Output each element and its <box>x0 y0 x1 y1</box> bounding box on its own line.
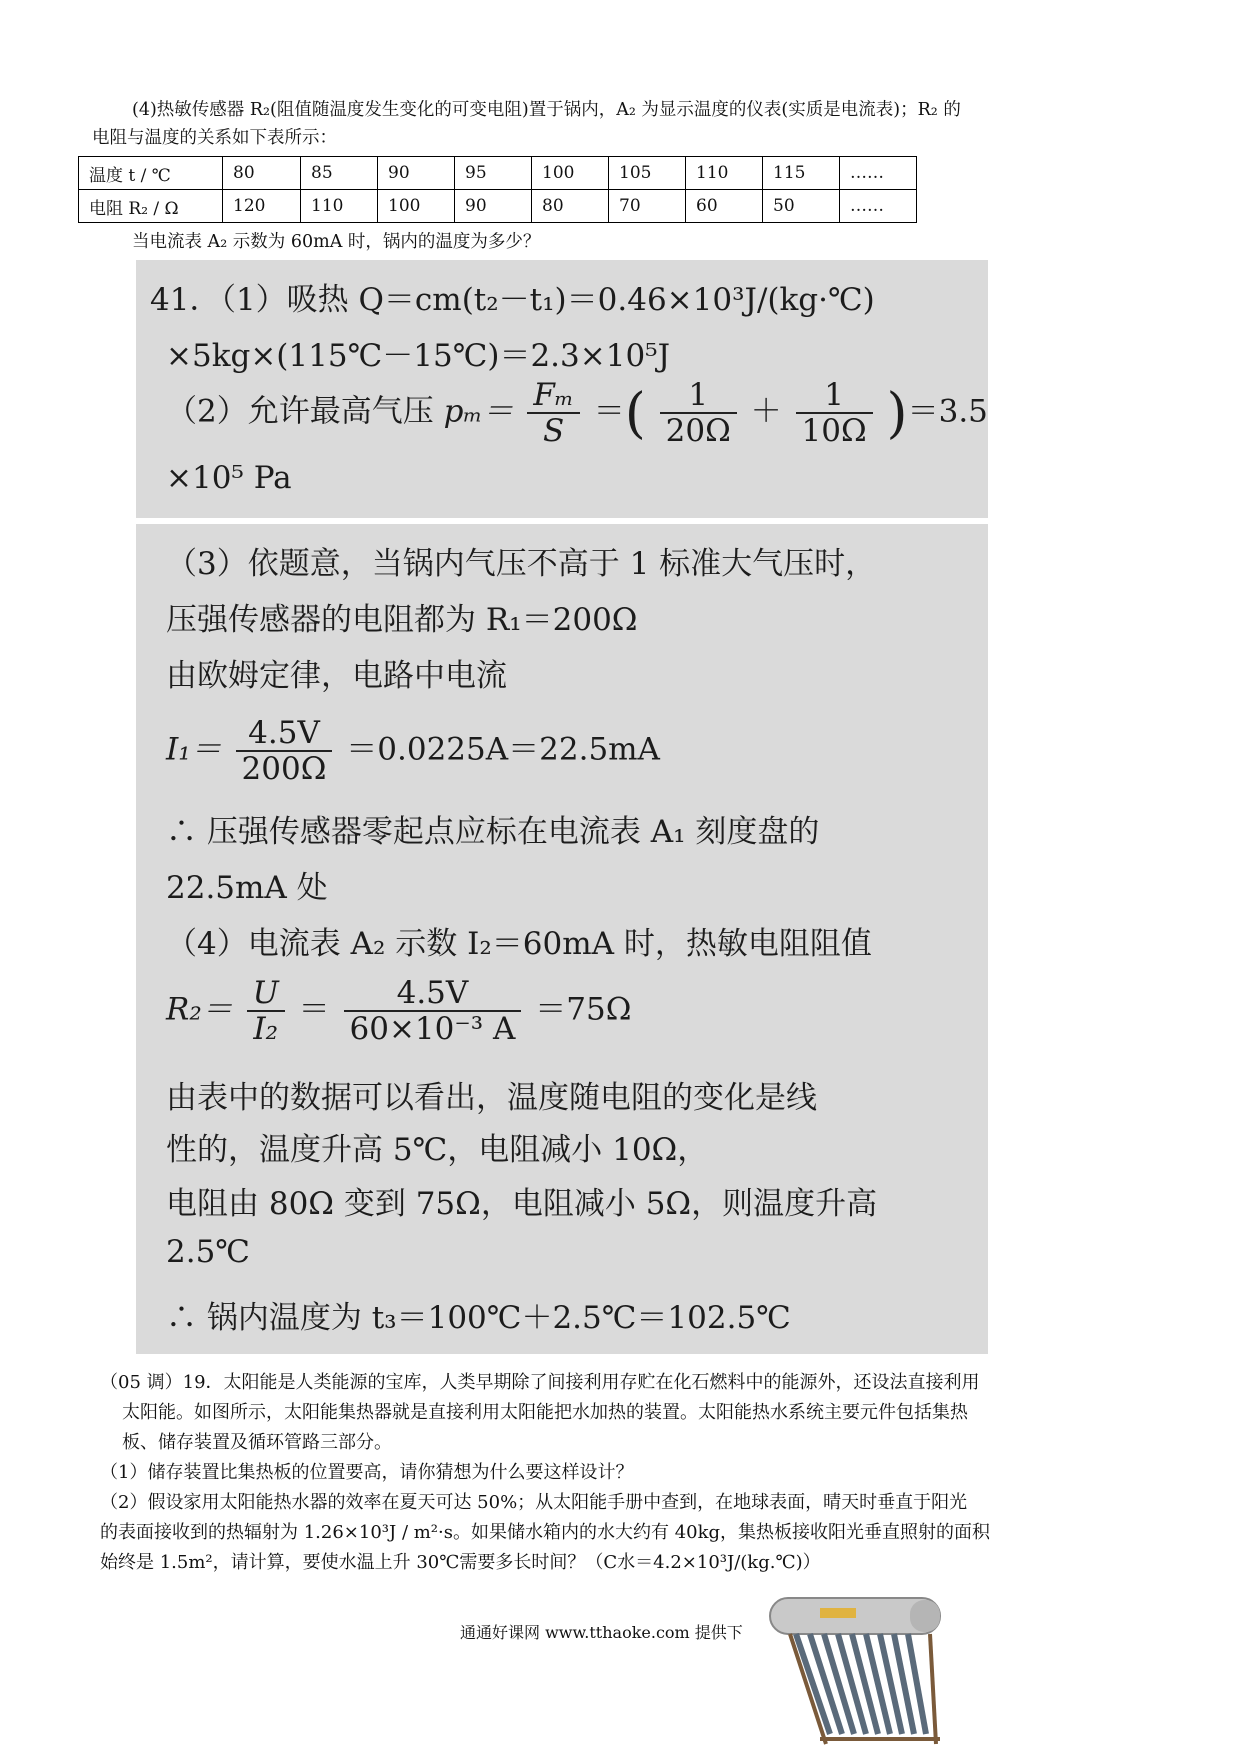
fraction-denominator: S <box>542 413 565 449</box>
q19-line-2: 太阳能。如图所示，太阳能集热器就是直接利用太阳能把水加热的装置。太阳能热水系统主要元件包括集热 <box>122 1402 968 1423</box>
fraction-numerator: Fₘ <box>527 378 580 414</box>
answer-1-line-2: ×5kg×(115℃－15℃)＝2.3×10⁵J <box>166 338 671 374</box>
table-cell: 85 <box>301 157 378 190</box>
table-row-resistance <box>79 190 917 223</box>
fraction-numerator: 1 <box>796 378 873 414</box>
fraction-fm-s <box>527 378 580 448</box>
fraction-denominator: 20Ω <box>665 413 731 449</box>
resistance-r2: R₂＝ <box>166 991 233 1028</box>
q19-line-6: 的表面接收到的热辐射为 1.26×10³J / m²·s。如果储水箱内的水大约有 40kg，集热板接收阳光垂直照射的面积 <box>100 1522 991 1543</box>
answer-scan-1 <box>136 260 988 518</box>
page-footer: 通通好课网 www.tthaoke.com 提供下 <box>460 1623 743 1642</box>
table-cell: 80 <box>532 190 609 223</box>
table-cell: 100 <box>532 157 609 190</box>
table-cell: 90 <box>455 190 532 223</box>
answer-3-line-2: 压强传感器的电阻都为 R₁＝200Ω <box>166 602 638 638</box>
answer-3-line-1: （3）依题意，当锅内气压不高于 1 标准大气压时， <box>166 546 877 582</box>
q19-line-1: （05 调）19．太阳能是人类能源的宝库，人类早期除了间接利用存贮在化石燃料中的能源外，还设法直接利用 <box>100 1372 980 1393</box>
q19-line-5: （2）假设家用太阳能热水器的效率在夏天可达 50%；从太阳能手册中查到，在地球表面，晴天时垂直于阳光 <box>100 1492 968 1513</box>
table-cell: 80 <box>223 157 301 190</box>
resistance-result: ＝75Ω <box>535 991 632 1028</box>
table-cell: …… <box>840 157 917 190</box>
solar-water-heater-illustration <box>760 1584 950 1750</box>
answer-4-line-6: 2.5℃ <box>166 1234 250 1270</box>
table-cell: 50 <box>763 190 840 223</box>
fraction-u-i2 <box>247 976 285 1046</box>
current-i1: I₁＝ <box>166 731 222 768</box>
q4-line-1: (4)热敏传感器 R₂(阻值随温度发生变化的可变电阻)置于锅内，A₂ 为显示温度的仪表(实质是电流表)；R₂ 的 <box>132 100 961 120</box>
answer-4-line-1: （4）电流表 A₂ 示数 I₂＝60mA 时，热敏电阻阻值 <box>166 926 872 962</box>
table-cell: 100 <box>378 190 455 223</box>
fraction-numerator: 4.5V <box>344 976 522 1012</box>
answer-4-resistance-formula: R₂＝ $\frac{U}{\text{I₂}}$ ＝ $\frac{4.5V}{\text{60×10⁻³ A}}$ ＝75Ω <box>166 975 632 1047</box>
answer-4-line-3: 由表中的数据可以看出，温度随电阻的变化是线 <box>166 1080 817 1116</box>
q19-line-3: 板、储存装置及循环管路三部分。 <box>122 1432 392 1453</box>
answer-scan-2 <box>136 524 988 1354</box>
table-row-temperature <box>79 157 917 190</box>
question-19 <box>100 1368 1160 1578</box>
answer-2-unit: ×10⁵ Pa <box>166 460 292 496</box>
answer-3-current-formula <box>166 716 660 786</box>
question-4-intro <box>92 96 1154 152</box>
fraction-denominator: I₂ <box>253 1011 279 1047</box>
current-result: ＝0.0225A＝22.5mA <box>346 731 660 768</box>
table-cell: 105 <box>609 157 686 190</box>
answer-3-line-3: 由欧姆定律，电路中电流 <box>166 658 507 694</box>
q4-question: 当电流表 A₂ 示数为 60mA 时，锅内的温度为多少？ <box>132 232 541 252</box>
answer-2-line: （2）允许最高气压 pₘ＝ $\frac{\text{Fₘ}}{S}$ ＝( $\frac{1}{20\Omega}$ ＋ $\frac{1}{10\Omega}$ )＝3.5 <box>166 377 988 449</box>
fraction-voltage-current <box>344 976 522 1046</box>
table-header-temperature: 温度 t / ℃ <box>79 157 223 190</box>
fraction-numerator: U <box>247 976 285 1012</box>
fraction-numerator: 4.5V <box>236 716 333 752</box>
answer-3-line-6: 22.5mA 处 <box>166 870 328 906</box>
answer-2-pm: pₘ＝ <box>443 393 514 430</box>
fraction-1-20 <box>660 378 737 448</box>
fraction-denominator: 200Ω <box>241 751 327 787</box>
answer-2-result: ＝3.5 <box>907 393 988 430</box>
fraction-1-10 <box>796 378 873 448</box>
table-cell: 110 <box>301 190 378 223</box>
table-cell: 90 <box>378 157 455 190</box>
fraction-denominator: 10Ω <box>801 413 867 449</box>
answer-2-label: （2）允许最高气压 <box>166 393 434 430</box>
answer-1-line-1: 41．（1）吸热 Q＝cm(t₂－t₁)＝0.46×10³J/(kg·℃) <box>150 282 875 318</box>
q19-line-7: 始终是 1.5m²，请计算，要使水温上升 30℃需要多长时间？（C水＝4.2×10³J/(kg.℃)） <box>100 1552 821 1573</box>
answer-4-line-5: 电阻由 80Ω 变到 75Ω，电阻减小 5Ω，则温度升高 <box>166 1186 878 1222</box>
answer-4-line-4: 性的，温度升高 5℃，电阻减小 10Ω， <box>166 1132 709 1168</box>
table-cell: 110 <box>686 157 763 190</box>
answer-4-line-7: ∴ 锅内温度为 t₃＝100℃＋2.5℃＝102.5℃ <box>166 1300 791 1336</box>
fraction-current <box>236 716 333 786</box>
table-cell: 95 <box>455 157 532 190</box>
table-header-resistance: 电阻 R₂ / Ω <box>79 190 223 223</box>
table-cell: 70 <box>609 190 686 223</box>
fraction-denominator: 60×10⁻³ A <box>349 1011 516 1047</box>
temperature-resistance-table <box>78 156 917 223</box>
q4-line-2: 电阻与温度的关系如下表所示： <box>92 128 337 148</box>
q19-line-4: （1）储存装置比集热板的位置要高，请你猜想为什么要这样设计？ <box>100 1462 634 1483</box>
fraction-numerator: 1 <box>660 378 737 414</box>
table-cell: …… <box>840 190 917 223</box>
table-cell: 60 <box>686 190 763 223</box>
answer-3-line-5: ∴ 压强传感器零起点应标在电流表 A₁ 刻度盘的 <box>166 814 820 850</box>
table-cell: 115 <box>763 157 840 190</box>
table-cell: 120 <box>223 190 301 223</box>
